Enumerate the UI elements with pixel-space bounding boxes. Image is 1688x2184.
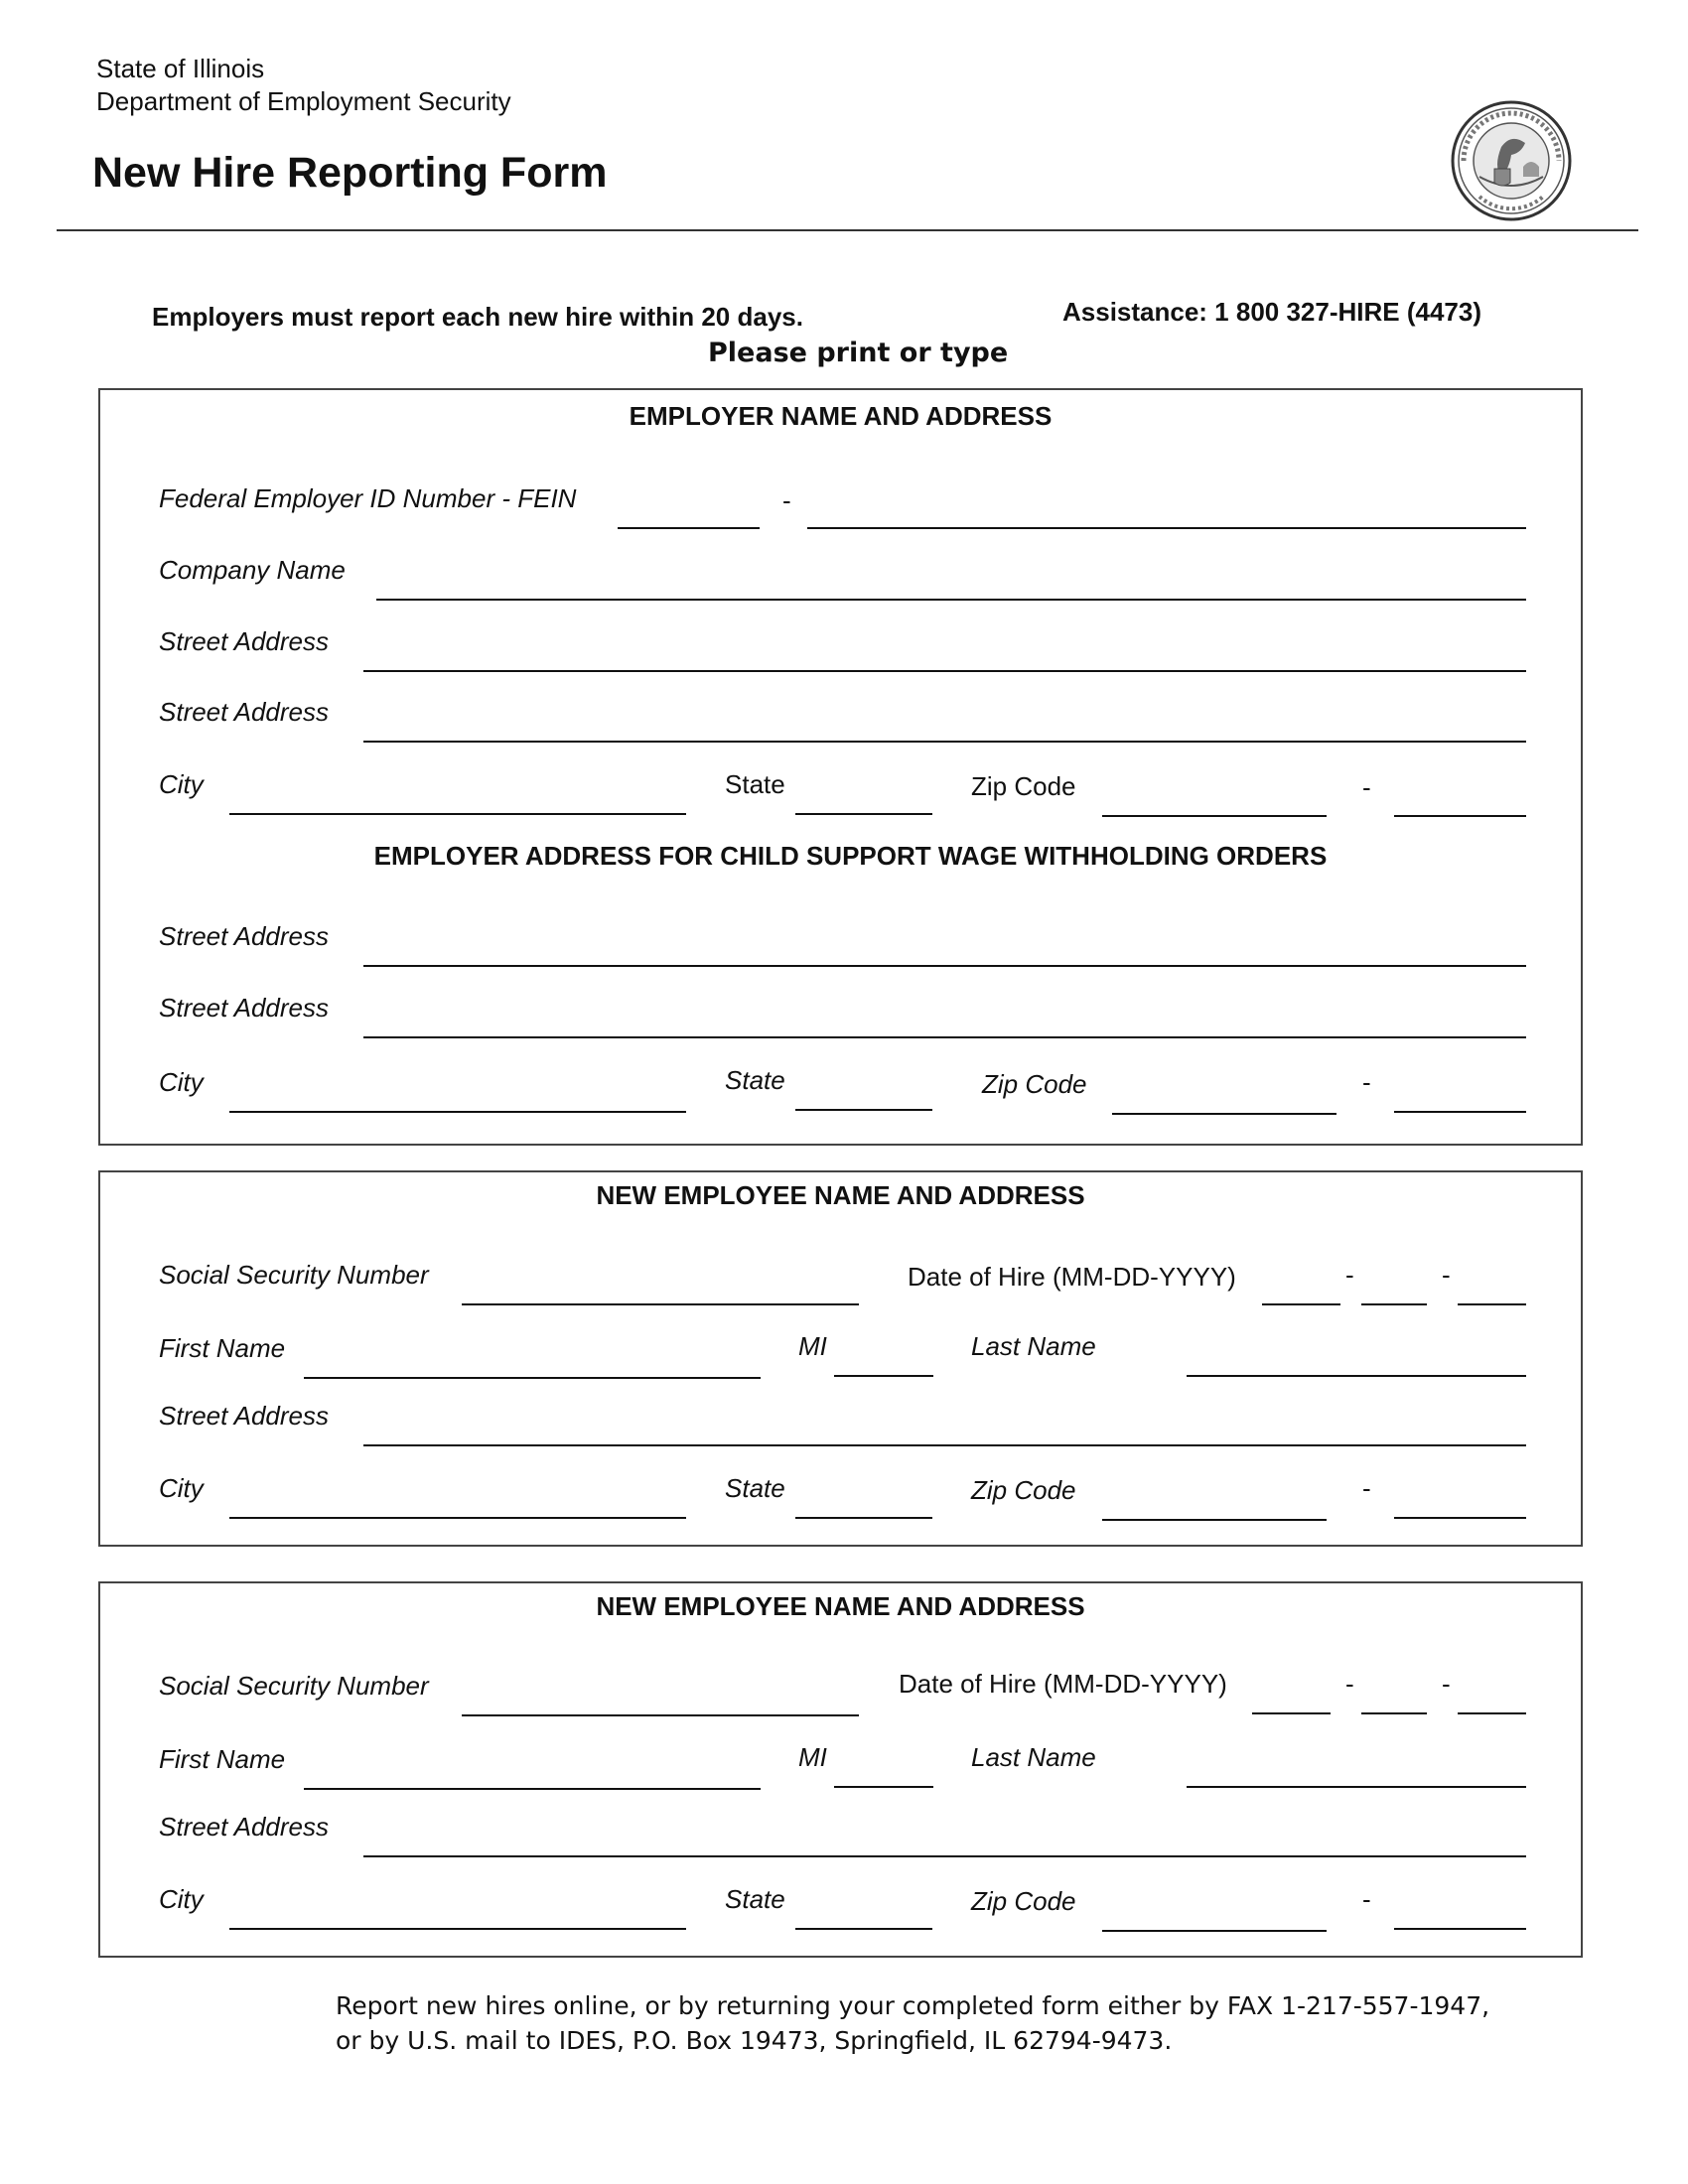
employee-2-hire-separator-2: - bbox=[1442, 1669, 1451, 1699]
zip-extension-field[interactable] bbox=[1394, 815, 1526, 817]
cs-city-field[interactable] bbox=[229, 1111, 686, 1113]
street-address-1-field[interactable] bbox=[363, 670, 1526, 672]
employer-section bbox=[98, 388, 1583, 1146]
street-address-2-label: Street Address bbox=[159, 697, 330, 727]
cs-zip-extension-field[interactable] bbox=[1394, 1111, 1526, 1113]
employee-1-mi-field[interactable] bbox=[834, 1375, 933, 1377]
employee-1-hire-month-field[interactable] bbox=[1262, 1303, 1340, 1305]
employee-2-street-label: Street Address bbox=[159, 1812, 330, 1842]
employee-1-last-name-label: Last Name bbox=[971, 1331, 1096, 1361]
employee-2-mi-field[interactable] bbox=[834, 1786, 933, 1788]
state-name: State of Illinois bbox=[96, 54, 265, 83]
city-label: City bbox=[159, 769, 204, 799]
employee-2-city-field[interactable] bbox=[229, 1928, 686, 1930]
employee-1-zip-field[interactable] bbox=[1102, 1519, 1327, 1521]
employee-1-street-label: Street Address bbox=[159, 1401, 330, 1431]
employee-2-street-field[interactable] bbox=[363, 1855, 1526, 1857]
employee-1-ssn-label: Social Security Number bbox=[159, 1260, 429, 1290]
fein-suffix-field[interactable] bbox=[807, 527, 1526, 529]
employee-2-first-name-field[interactable] bbox=[304, 1788, 761, 1790]
employee-2-last-name-field[interactable] bbox=[1187, 1786, 1526, 1788]
employee-1-hire-separator-2: - bbox=[1442, 1260, 1451, 1290]
fein-label: Federal Employer ID Number - FEIN bbox=[159, 483, 577, 513]
zip-separator: - bbox=[1362, 772, 1371, 802]
company-name-label: Company Name bbox=[159, 555, 346, 585]
employee-2-zip-extension-field[interactable] bbox=[1394, 1928, 1526, 1930]
employee-2-city-label: City bbox=[159, 1884, 204, 1914]
page-title: New Hire Reporting Form bbox=[92, 149, 608, 197]
cs-state-label: State bbox=[725, 1065, 785, 1095]
cs-street-address-1-field[interactable] bbox=[363, 965, 1526, 967]
employee-2-first-name-label: First Name bbox=[159, 1744, 286, 1774]
cs-street-address-2-field[interactable] bbox=[363, 1036, 1526, 1038]
employee-1-hire-separator-1: - bbox=[1345, 1260, 1354, 1290]
employee-2-zip-label: Zip Code bbox=[971, 1886, 1076, 1916]
state-label: State bbox=[725, 769, 785, 799]
new-employee-section-2 bbox=[98, 1581, 1583, 1958]
employee-1-street-field[interactable] bbox=[363, 1444, 1526, 1446]
new-employee-section-1 bbox=[98, 1170, 1583, 1547]
employee-1-state-field[interactable] bbox=[795, 1517, 932, 1519]
street-address-1-label: Street Address bbox=[159, 626, 330, 656]
employee-1-mi-label: MI bbox=[798, 1331, 827, 1361]
zip-code-field[interactable] bbox=[1102, 815, 1327, 817]
footer-line-1: Report new hires online, or by returning your completed form either by FAX 1-217-557-1947, bbox=[336, 1991, 1490, 2020]
city-field[interactable] bbox=[229, 813, 686, 815]
state-seal-icon bbox=[1450, 99, 1573, 222]
employee-2-ssn-field[interactable] bbox=[462, 1714, 859, 1716]
cs-state-field[interactable] bbox=[795, 1109, 932, 1111]
state-field[interactable] bbox=[795, 813, 932, 815]
employee-2-state-label: State bbox=[725, 1884, 785, 1914]
employee-1-heading: NEW EMPLOYEE NAME AND ADDRESS bbox=[596, 1180, 1085, 1210]
deadline-note: Employers must report each new hire within 20 days. bbox=[152, 302, 803, 332]
department-name: Department of Employment Security bbox=[96, 86, 511, 116]
employee-2-state-field[interactable] bbox=[795, 1928, 932, 1930]
employee-1-first-name-label: First Name bbox=[159, 1333, 286, 1363]
employee-1-zip-label: Zip Code bbox=[971, 1475, 1076, 1505]
cs-city-label: City bbox=[159, 1067, 204, 1097]
employee-2-hire-day-field[interactable] bbox=[1361, 1712, 1427, 1714]
fein-separator: - bbox=[782, 485, 791, 515]
employee-1-hire-date-label: Date of Hire (MM-DD-YYYY) bbox=[908, 1262, 1236, 1292]
employee-1-ssn-field[interactable] bbox=[462, 1303, 859, 1305]
print-note: Please print or type bbox=[708, 338, 1009, 368]
employee-2-hire-year-field[interactable] bbox=[1458, 1712, 1526, 1714]
employee-1-zip-separator: - bbox=[1362, 1473, 1371, 1503]
cs-zip-code-field[interactable] bbox=[1112, 1113, 1336, 1115]
company-name-field[interactable] bbox=[376, 599, 1526, 601]
employee-1-city-label: City bbox=[159, 1473, 204, 1503]
cs-zip-separator: - bbox=[1362, 1067, 1371, 1097]
employee-1-city-field[interactable] bbox=[229, 1517, 686, 1519]
employee-2-heading: NEW EMPLOYEE NAME AND ADDRESS bbox=[596, 1591, 1085, 1621]
footer-line-2: or by U.S. mail to IDES, P.O. Box 19473, Springfield, IL 62794-9473. bbox=[336, 2026, 1173, 2055]
assistance-phone: Assistance: 1 800 327-HIRE (4473) bbox=[1062, 297, 1482, 327]
employee-1-last-name-field[interactable] bbox=[1187, 1375, 1526, 1377]
cs-zip-code-label: Zip Code bbox=[982, 1069, 1087, 1099]
employee-2-ssn-label: Social Security Number bbox=[159, 1671, 429, 1701]
employee-2-hire-date-label: Date of Hire (MM-DD-YYYY) bbox=[899, 1669, 1227, 1699]
employee-1-first-name-field[interactable] bbox=[304, 1377, 761, 1379]
employee-1-zip-extension-field[interactable] bbox=[1394, 1517, 1526, 1519]
employee-1-state-label: State bbox=[725, 1473, 785, 1503]
employee-2-zip-field[interactable] bbox=[1102, 1930, 1327, 1932]
employee-2-zip-separator: - bbox=[1362, 1884, 1371, 1914]
zip-code-label: Zip Code bbox=[971, 771, 1076, 801]
employee-2-last-name-label: Last Name bbox=[971, 1742, 1096, 1772]
street-address-2-field[interactable] bbox=[363, 741, 1526, 743]
cs-street-address-2-label: Street Address bbox=[159, 993, 330, 1023]
employee-2-hire-separator-1: - bbox=[1345, 1669, 1354, 1699]
fein-prefix-field[interactable] bbox=[618, 527, 760, 529]
child-support-heading: EMPLOYER ADDRESS FOR CHILD SUPPORT WAGE WITHHOLDING ORDERS bbox=[373, 841, 1328, 871]
cs-street-address-1-label: Street Address bbox=[159, 921, 330, 951]
employee-1-hire-day-field[interactable] bbox=[1361, 1303, 1427, 1305]
employer-heading: EMPLOYER NAME AND ADDRESS bbox=[629, 401, 1053, 431]
header-divider bbox=[57, 229, 1638, 231]
employee-2-hire-month-field[interactable] bbox=[1252, 1712, 1331, 1714]
employee-2-mi-label: MI bbox=[798, 1742, 827, 1772]
employee-1-hire-year-field[interactable] bbox=[1458, 1303, 1526, 1305]
